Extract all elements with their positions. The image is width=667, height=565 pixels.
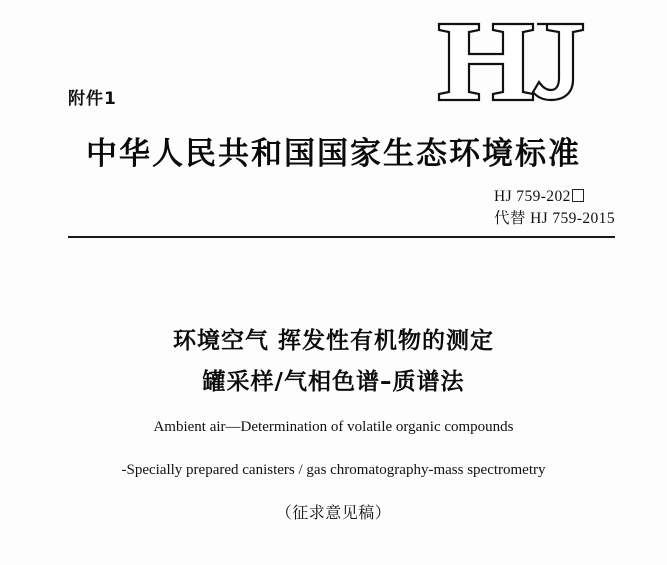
standard-title: 中华人民共和国国家生态环境标准 [86, 136, 581, 172]
header-divider [68, 236, 615, 238]
document-title-en-line2: -Specially prepared canisters / gas chromatography-mass spectrometry [121, 462, 546, 478]
standard-code-line [494, 186, 615, 208]
replaces-code-line: 代替 HJ 759-2015 [494, 210, 615, 228]
attachment-label: 附件1 [68, 89, 117, 109]
draft-notice: （征求意见稿） [275, 503, 392, 522]
hj-logo [433, 18, 593, 104]
standard-code-block [494, 186, 615, 231]
document-title-en-line1: Ambient air—Determination of volatile organic compounds [153, 419, 514, 435]
code-placeholder-box [572, 189, 584, 202]
document-title-cn-line1: 环境空气 挥发性有机物的测定 [172, 328, 494, 354]
standard-code-text: HJ 759-202 [494, 188, 571, 205]
document-title-cn-line2: 罐采样/气相色谱–质谱法 [202, 369, 465, 395]
